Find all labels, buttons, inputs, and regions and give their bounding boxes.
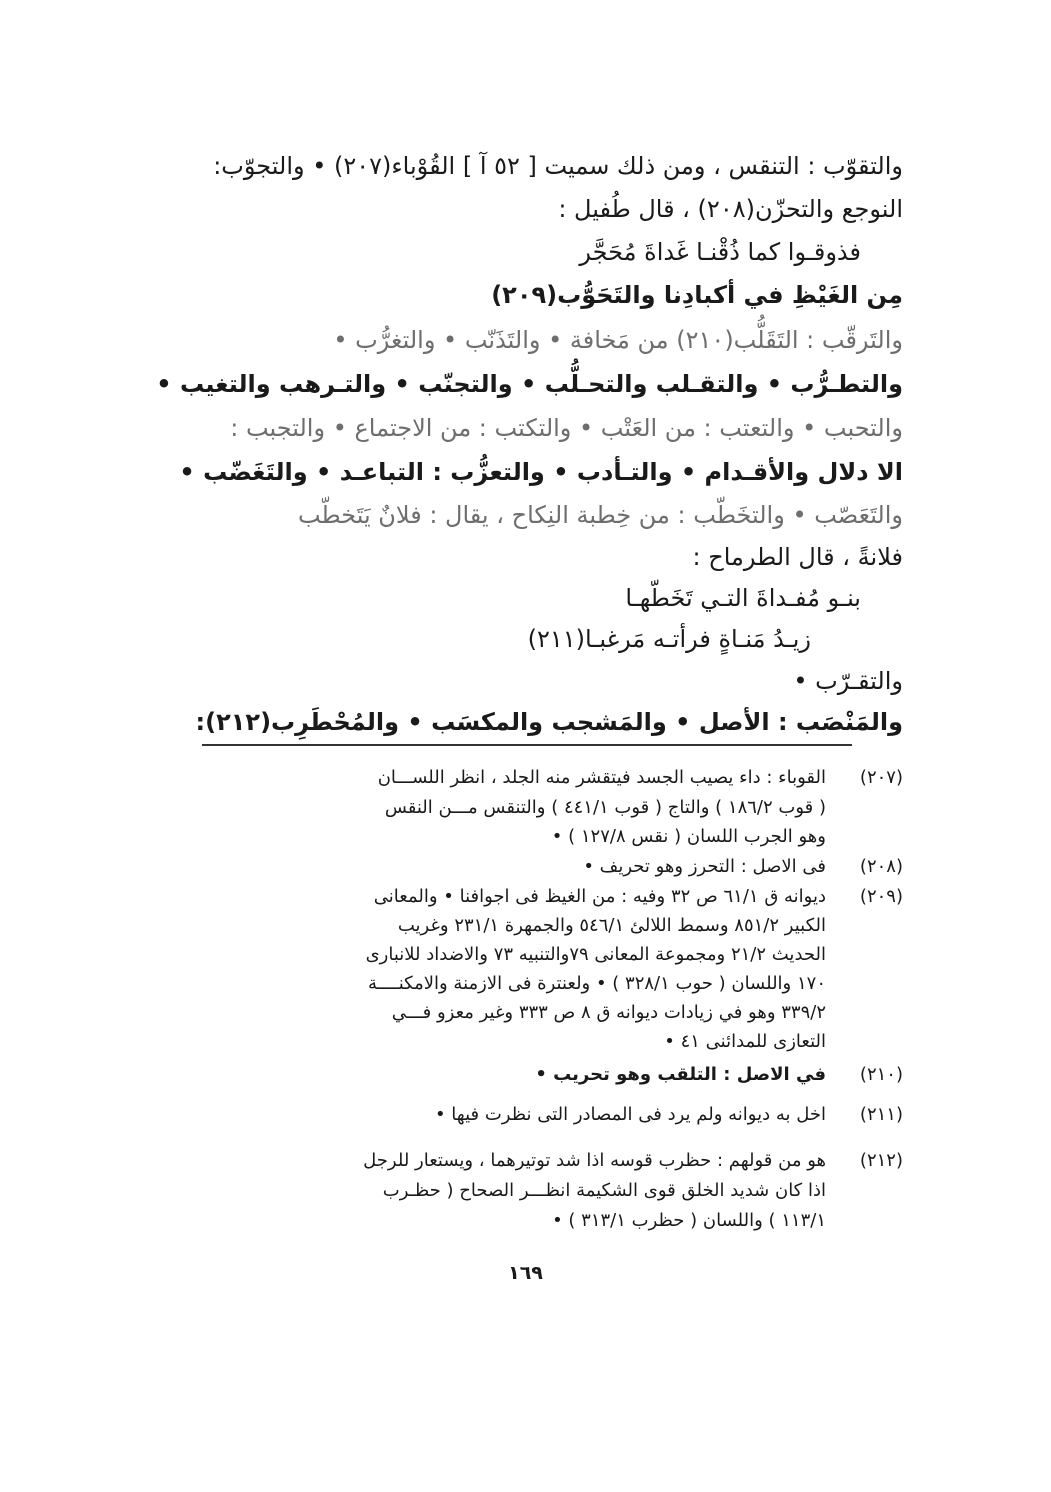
verse-line: زيـدُ مَنـاةٍ فرأتـه مَرغبـا(٢١١): [527, 625, 811, 653]
main-text-line: والتَعَصّب • والتخَطّب : من خِطبة النِكاح ، يقال : فلانٌ يَتَخطّب: [297, 501, 903, 529]
main-text-line: والتقـرّب •: [793, 667, 903, 695]
verse-line: مِن الغَيْظِ في أكبادِنا والتَحَوُّب(٢٠٩): [491, 281, 903, 309]
footnote-text: القوباء : داء يصيب الجسد فيتقشر منه الجلد ، انظر اللســـان: [377, 767, 826, 788]
footnote-text: ديوانه ق ٦١/١ ص ٣٢ وفيه : من الغيظ فى اجوافنا • والمعانى: [373, 886, 826, 907]
footnote-text: فى الاصل : التحرز وهو تحريف •: [583, 856, 826, 877]
footnote-text: ١٧٠ واللسان ( حوب ٣٢٨/١ ) • ولعنترة فى الازمنة والامكنــــة: [367, 973, 826, 994]
footnote-text: الكبير ٨٥١/٢ وسمط اللالئ ٥٤٦/١ والجمهرة ٢٣١/١ وغريب: [397, 915, 826, 936]
footnote-text: اذا كان شديد الخلق قوى الشكيمة انظـــر الصحاح ( حظـرب: [382, 1180, 826, 1201]
footnote-text: ٣٣٩/٢ وهو في زيادات ديوانه ق ٨ ص ٣٣٣ وغير معزو فـــي: [391, 1002, 826, 1023]
main-text-line: والتحبب • والتعتب : من العَتْب • والتكتب : من الاجتماع • والتجبب :: [230, 414, 903, 442]
main-text-line: الا دلال والأقـدام • والتـأدب • والتعزُّب : التباعـد • والتَغَضّب •: [179, 458, 903, 486]
verse-line: بنـو مُفـداةَ التـي تَخَطّهـا: [625, 584, 861, 612]
page-number: ١٦٩: [508, 1262, 543, 1284]
footnote-text: وهو الجرب اللسان ( نقس ١٢٧/٨ ) •: [551, 826, 826, 847]
footnote-text: التعازى للمدائنى ٤١ •: [664, 1031, 826, 1052]
footnote-number: (٢١٠): [859, 1064, 903, 1085]
footnote-text: اخل به ديوانه ولم يرد فى المصادر التى نظرت فيها •: [434, 1104, 826, 1125]
footnote-text: ( قوب ١٨٦/٢ ) والتاج ( قوب ٤٤١/١ ) والتنقس مـــن النقس: [384, 797, 826, 818]
footnote-text: هو من قولهم : حظرب قوسه اذا شد توتيرهما ، ويستعار للرجل: [363, 1150, 826, 1171]
main-text-line: والمَنْصَب : الأصل • والمَشجب والمكسَب • والمُحْطَرِب(٢١٢):: [195, 708, 903, 736]
footnote-number: (٢٠٩): [859, 886, 903, 907]
main-text-line: فلانةً ، قال الطرماح :: [692, 543, 903, 571]
main-text-line: والتطـرُّب • والتقـلب والتحـلُّب • والتجنّب • والتـرهب والتغيب •: [156, 370, 903, 398]
footnote-text: الحديث ٢١/٢ ومجموعة المعانى ٧٩والتنبيه ٧٣ والاضداد للانبارى: [365, 944, 826, 965]
main-text-line: والتقوّب : التنقس ، ومن ذلك سميت [ ٥٢ آ ] القُوْباء(٢٠٧) • والتجوّب:: [213, 152, 903, 180]
footnote-separator: [202, 744, 852, 746]
verse-line: فذوقـوا كما ذُقْنـا غَداةَ مُحَجَّر: [579, 238, 861, 266]
footnote-number: (٢٠٧): [859, 767, 903, 788]
footnote-text: في الاصل : التلقب وهو تحريب •: [535, 1064, 826, 1085]
footnote-number: (٢١١): [859, 1104, 903, 1125]
main-text-line: النوجع والتحزّن(٢٠٨) ، قال طُفيل :: [558, 195, 903, 223]
main-text-line: والتَرقّب : التَقَلُّب(٢١٠) من مَخافة • والتَذَنّب • والتغرُّب •: [333, 326, 903, 354]
footnote-number: (٢١٢): [859, 1150, 903, 1171]
footnote-text: ١١٣/١ ) واللسان ( حظرب ٣١٣/١ ) •: [552, 1210, 826, 1231]
footnote-number: (٢٠٨): [859, 856, 903, 877]
